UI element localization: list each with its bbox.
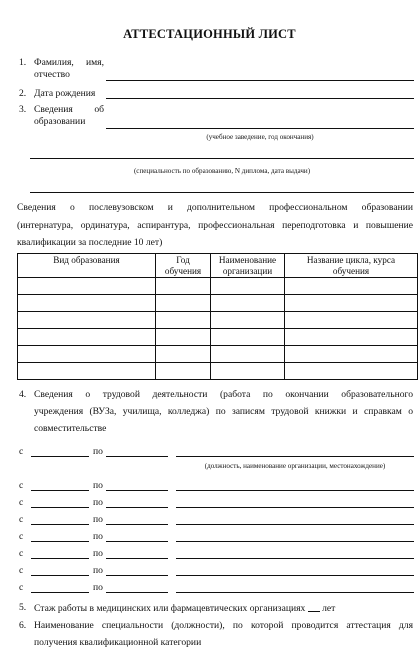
from-date-field[interactable] [31,456,89,457]
header-course [285,254,418,278]
specialty-field-2[interactable] [30,192,414,193]
table-row [18,278,418,295]
position-field[interactable] [176,507,414,508]
caption-institution: (учебное заведение, год окончания) [206,133,314,141]
table-cell[interactable] [18,346,156,363]
to-date-field[interactable] [106,575,168,576]
to-label: по [93,565,103,576]
table-cell[interactable] [285,312,418,329]
to-date-field[interactable] [106,558,168,559]
item4-text-line2: учреждения (ВУЗа, училища, колледжа) по записям трудовой книжки и справкам о [34,406,413,417]
header-text: Название цикла, курса [306,255,396,265]
item3-label-line1: Сведения об [34,104,104,115]
item6-text-line1: Наименование специальности (должности), по которой проводится аттестация для [34,620,413,631]
table-cell[interactable] [211,312,285,329]
from-label: с [19,582,24,593]
item2-label: Дата рождения [34,88,96,99]
table-cell[interactable] [211,295,285,312]
fullname-field[interactable] [106,80,414,81]
from-date-field[interactable] [31,558,89,559]
table-row [18,363,418,380]
item5-suffix: лет [322,603,336,614]
from-label: с [19,480,24,491]
position-field[interactable] [176,524,414,525]
experience-years-field[interactable] [308,602,320,612]
education-table [17,253,418,380]
to-label: по [93,582,103,593]
header-text: обучения [164,265,202,276]
position-field[interactable] [176,541,414,542]
to-date-field[interactable] [106,507,168,508]
header-text: обучения [332,265,370,276]
work-row [0,497,419,511]
from-label: с [19,497,24,508]
to-date-field[interactable] [106,541,168,542]
header-education-type [18,254,156,278]
work-row [0,480,419,494]
position-field[interactable] [176,456,414,457]
work-row [0,531,419,545]
table-cell[interactable] [18,312,156,329]
header-organization [211,254,285,278]
postgrad-text-line2: (интернатура, ординатура, аспирантура, профессиональная переподготовка и повышение [17,220,413,231]
table-row [18,346,418,363]
specialty-field[interactable] [30,158,414,159]
from-label: с [19,531,24,542]
table-row [18,329,418,346]
position-field[interactable] [176,490,414,491]
table-cell[interactable] [156,329,211,346]
table-cell[interactable] [18,278,156,295]
work-row [0,582,419,596]
birthdate-field[interactable] [106,98,414,99]
item4-text-line1: Сведения о трудовой деятельности (работа по окончании образовательного [34,389,413,400]
from-date-field[interactable] [31,541,89,542]
caption-position: (должность, наименование организации, местонахождение) [204,462,386,470]
table-cell[interactable] [18,363,156,380]
item1-label-line1: Фамилия, имя, [34,57,104,68]
table-cell[interactable] [18,295,156,312]
from-label: с [19,565,24,576]
item1-number: 1. [19,57,27,68]
to-date-field[interactable] [106,524,168,525]
table-cell[interactable] [285,278,418,295]
education-field[interactable] [106,128,414,129]
item5-line [34,602,335,615]
to-label: по [93,480,103,491]
table-cell[interactable] [285,346,418,363]
table-cell[interactable] [156,278,211,295]
table-cell[interactable] [285,363,418,380]
item2-number: 2. [19,88,27,99]
item5-number: 5. [19,602,27,613]
item1-label-line2: отчество [34,69,70,80]
item3-label-line2: образовании [34,116,86,127]
to-date-field[interactable] [106,456,168,457]
position-field[interactable] [176,592,414,593]
to-label: по [93,514,103,525]
table-cell[interactable] [285,329,418,346]
table-cell[interactable] [156,363,211,380]
header-text: Вид образования [53,255,120,265]
item6-text-line2: получения квалификационной категории [34,637,202,648]
item6-number: 6. [19,620,27,631]
work-row [0,514,419,528]
from-date-field[interactable] [31,524,89,525]
position-field[interactable] [176,575,414,576]
to-label: по [93,531,103,542]
postgrad-text-line1: Сведения о послевузовском и дополнительном профессиональном образовании [17,202,413,213]
table-cell[interactable] [211,346,285,363]
from-date-field[interactable] [31,490,89,491]
table-cell[interactable] [156,295,211,312]
work-row [0,548,419,562]
to-label: по [93,497,103,508]
item4-text-line3: совместительстве [34,423,107,434]
from-date-field[interactable] [31,592,89,593]
from-label: с [19,548,24,559]
caption-specialty: (специальность по образованию, N диплома, дата выдачи) [133,167,311,175]
postgrad-text-line3: квалификации за последние 10 лет) [17,237,163,248]
to-date-field[interactable] [106,490,168,491]
to-label: по [93,548,103,559]
page-title: АТТЕСТАЦИОННЫЙ ЛИСТ [123,27,296,41]
table-cell[interactable] [285,295,418,312]
to-date-field[interactable] [106,592,168,593]
item4-number: 4. [19,389,27,400]
header-text: Наименование [218,255,277,265]
table-cell[interactable] [211,278,285,295]
work-row [0,446,419,460]
table-row [18,312,418,329]
table-cell[interactable] [156,346,211,363]
from-date-field[interactable] [31,575,89,576]
table-cell[interactable] [156,312,211,329]
from-label: с [19,446,24,457]
table-cell[interactable] [211,363,285,380]
item5-text: Стаж работы в медицинских или фармацевтических организациях [34,603,306,614]
table-cell[interactable] [18,329,156,346]
item3-number: 3. [19,104,27,115]
header-year [156,254,211,278]
from-date-field[interactable] [31,507,89,508]
education-table-header [18,254,418,278]
to-label: по [93,446,103,457]
table-cell[interactable] [211,329,285,346]
header-text: Год [176,255,190,265]
work-row [0,565,419,579]
header-text: организации [222,265,273,276]
table-row [18,295,418,312]
from-label: с [19,514,24,525]
position-field[interactable] [176,558,414,559]
